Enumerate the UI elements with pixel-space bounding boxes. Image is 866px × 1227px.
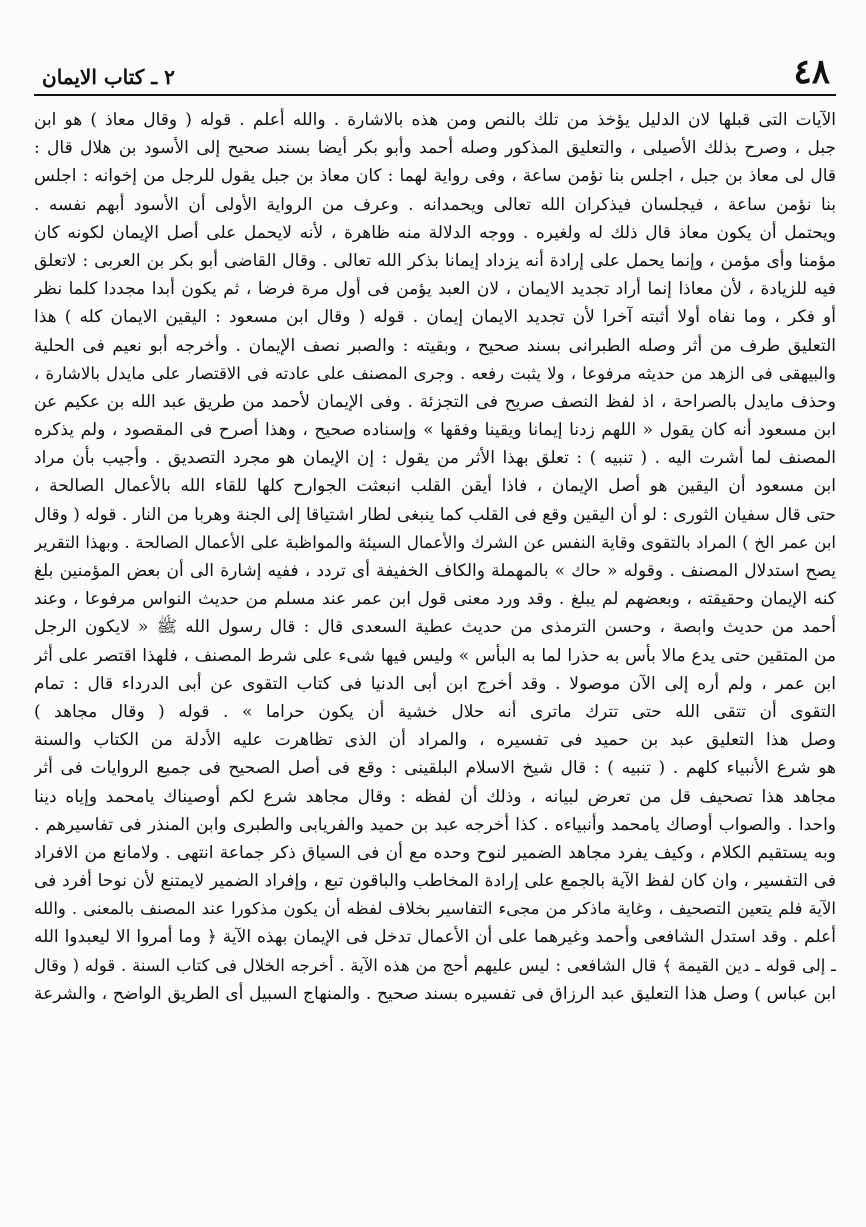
text-line: أو فكر ، وما نفاه أولا أثبته آخرا لأن تجديد الايمان إيمان . قوله ( وقال ابن مسعود : اليقين الايمان كله ) هذا (34, 307, 836, 328)
text-line: ويحتمل أن يكون معاذ قال ذلك له ولغيره . ووجه الدلالة منه ظاهرة ، لأنه لايحمل على أصل الإيمان لكونه كان (34, 222, 836, 243)
text-line: أعلم . وقد استدل الشافعى وأحمد وغيرهما على أن الأعمال تدخل فى الإيمان بهذه الآية ﴿ وما أمروا الا ليعبدوا الله (34, 927, 836, 948)
page-header (34, 52, 836, 96)
text-line: حتى قال سفيان الثورى : لو أن اليقين وقع فى القلب كما ينبغى لطار اشتياقا إلى الجنة وهربا من النار . قوله ( وقال (34, 504, 836, 525)
text-line: بنا نؤمن ساعة ، فيجلسان فيذكران الله تعالى ويحمدانه . وعرف من الرواية الأولى أن الأسود أبهم نفسه . (34, 194, 836, 215)
text-line: فيه للزيادة ، لأن معاذا إنما أراد تجديد الايمان ، لان العبد يؤمن فى أول مرة فرضا ، ثم يكون أبدا مجددا كلما نظر (34, 279, 836, 300)
text-line: ابن عباس ) وصل هذا التعليق عبد الرزاق فى تفسيره بسند صحيح . والمنهاج السبيل أى الطريق الواضح ، والشرعة (34, 983, 836, 1004)
text-line: فى التفسير ، وان كان لفظ الآية بالجمع على إرادة المخاطب والباقون تبع ، وإفراد الضمير لايمتنع لأن نوحا أفرد فى (34, 871, 836, 892)
text-line: مؤمنا وأى مؤمن ، وإنما يحمل على إرادة أنه يزداد إيمانا بذكر الله تعالى . وقال القاضى أبو بكر بن العربى : لاتعلق (34, 250, 836, 271)
text-line: التعليق طرف من أثر وصله الطبرانى بسند صحيح ، وبقيته : والصبر نصف الإيمان . وأخرجه أبو نعيم فى الحلية (34, 335, 836, 356)
text-line: التقوى أن تتقى الله حتى تترك ماترى أنه حلال خشية أن يكون حراما » . قوله ( وقال مجاهد ) (34, 701, 836, 722)
text-line: ـ إلى قوله ـ دين القيمة ﴾ قال الشافعى : ليس عليهم أحج من هذه الآية . أخرجه الخلال فى كتاب السنة . قوله ( وقال (34, 955, 836, 975)
text-line: وحذف مايدل بالصراحة ، اذ لفظ النصف صريح فى التجزئة . وفى الإيمان لأحمد من طريق عبد الله بن عكيم عن (34, 391, 836, 412)
text-line: أحمد من حديث وابصة ، وحسن الترمذى من حديث عطية السعدى قال : قال رسول الله ﷺ « لايكون الرجل (34, 617, 836, 638)
text-line: يصح استدلال المصنف . وقوله « حاك » بالمهملة والكاف الخفيفة أى تردد ، ففيه إشارة الى أن بعض المؤمنين بلغ (34, 561, 836, 581)
text-line: قال لى معاذ بن جبل ، اجلس بنا نؤمن ساعة ، وفى رواية لهما : كان معاذ بن جبل يقول للرجل من إخوانه : اجلس (34, 166, 836, 187)
text-line: الآية فلم يتعين التصحيف ، وغاية ماذكر من مجىء التفاسير بخلاف لفظه أن يكون مذكورا عند المصنف بالمعنى . والله (34, 899, 836, 919)
page-body (34, 106, 836, 1008)
text-line: ابن مسعود أنه كان يقول « اللهم زدنا إيمانا ويقينا وفقها » وإسناده صحيح ، وهذا أصرح فى المقصود ، ولم يذكره (34, 420, 836, 441)
text-line: الآيات التى قبلها لان الدليل يؤخذ من تلك بالنص ومن هذه بالاشارة . والله أعلم . قوله ( وقال معاذ ) هو ابن (34, 110, 836, 130)
text-line: المصنف لما أشرت اليه . ( تنبيه ) : تعلق بهذا الأثر من يقول : إن الإيمان هو مجرد التصديق . وأجيب بأن مراد (34, 448, 836, 469)
page-number: ٤٨ (793, 52, 830, 92)
text-line: جبل ، وصرح بذلك الأصيلى ، والتعليق المذكور وصله أحمد وأبو بكر أيضا بسند صحيح إلى الأسود بن هلال قال : (34, 138, 836, 159)
text-line: وصل هذا التعليق عبد بن حميد فى تفسيره ، والمراد أن الذى تظاهرت عليه الأدلة من الكتاب والسنة (34, 730, 836, 751)
text-line: من المتقين حتى يدع مالا بأس به حذرا لما به البأس » وليس فيها شىء على شرط المصنف ، فلهذا اقتصر على أثر (34, 645, 836, 666)
text-line: مجاهد هذا تصحيف قل من تعرض لبيانه ، وذلك أن لفظه : وقال مجاهد شرع لكم أوصيناك يامحمد وإياه دينا (34, 786, 836, 807)
text-line: والبيهقى فى الزهد من حديثه مرفوعا ، ولا يثبت رفعه . وجرى المصنف على عادته فى الاقتصار على مايدل بالاشارة ، (34, 363, 836, 383)
text-line: هو شرع الأنبياء كلهم . ( تنبيه ) : قال شيخ الاسلام البلقينى : وقع فى أصل الصحيح فى جميع الروايات فى أثر (34, 758, 836, 779)
text-line: ابن عمر ، ولم أره إلى الآن موصولا . وقد أخرج ابن أبى الدنيا فى كتاب التقوى عن أبى الدرداء قال : تمام (34, 673, 836, 694)
text-line: ابن مسعود أن اليقين هو أصل الإيمان ، فاذا أيقن القلب انبعثت الجوارح كلها للقاء الله بالأعمال الصالحة ، (34, 476, 836, 497)
text-line: ابن عمر الخ ) المراد بالتقوى وقاية النفس عن الشرك والأعمال السيئة والمواظبة على الأعمال الصالحة . وبهذا التقرير (34, 532, 836, 552)
text-line: كنه الإيمان وحقيقته ، وبعضهم لم يبلغ . وقد ورد معنى قول ابن عمر عند مسلم من حديث النواس مرفوعا ، وعند (34, 589, 836, 610)
running-head: ٢ ـ كتاب الايمان (42, 65, 175, 89)
text-line: واحدا . والصواب أوصاك يامحمد وأنبياءه . كذا أخرجه عبد بن حميد والفريابى والطبرى وابن المنذر فى تفاسيرهم . (34, 814, 836, 835)
text-line: وبه يستقيم الكلام ، وكيف يفرد مجاهد الضمير لنوح وحده مع أن فى السياق ذكر جماعة انتهى . ولامانع من الافراد (34, 842, 836, 863)
